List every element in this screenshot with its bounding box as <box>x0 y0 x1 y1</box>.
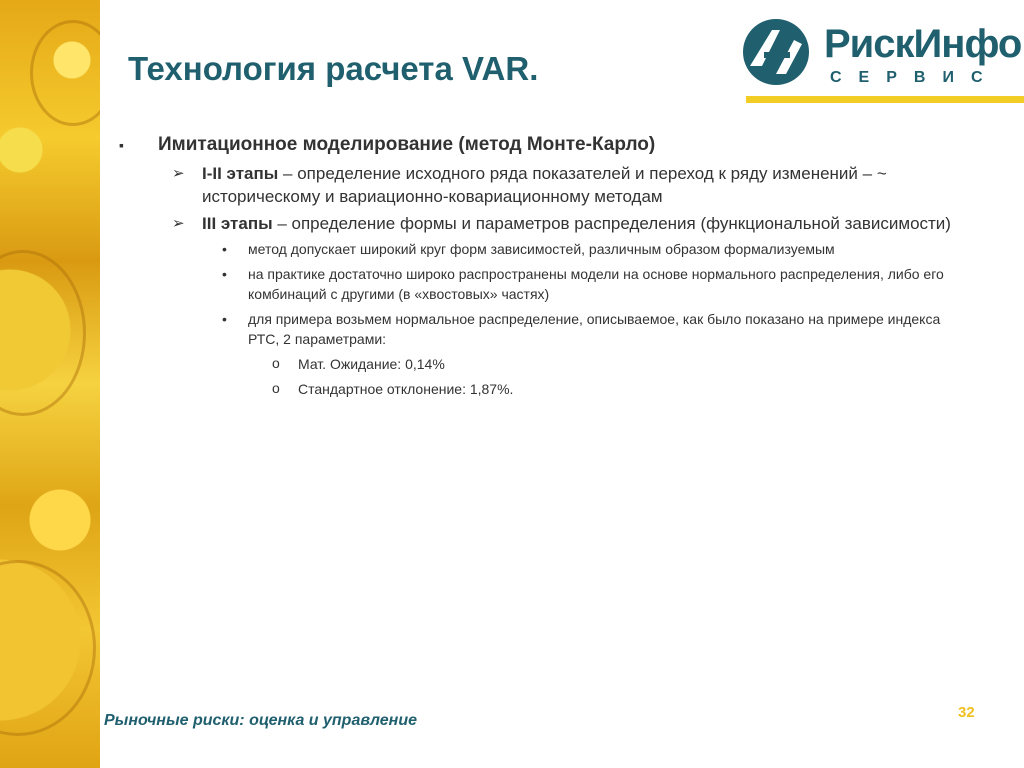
slide-body <box>110 132 970 404</box>
circle-bullet-icon: o <box>272 380 280 396</box>
page-number: 32 <box>958 704 975 721</box>
main-bullet-text: Имитационное моделирование (метод Монте-Карло) <box>158 134 656 155</box>
detail-text: на практике достаточно широко распространены модели на основе нормального распределения, либо его комбинаций с другими (в «хвостовых» частях) <box>248 266 944 302</box>
detail-item <box>110 309 970 349</box>
decorative-coin-strip <box>0 0 100 768</box>
stage-item <box>110 212 970 235</box>
circle-bullet-icon: o <box>272 355 280 371</box>
stage-label: III этапы <box>202 214 273 233</box>
company-logo <box>742 18 1024 108</box>
parameter-text: Мат. Ожидание: 0,14% <box>298 356 445 372</box>
logo-name: РискИнфо <box>824 22 1022 66</box>
logo-underline-bar <box>746 96 1024 103</box>
parameter-item <box>110 379 970 399</box>
stage-item <box>110 162 970 208</box>
coin-ring <box>30 20 100 126</box>
dot-bullet-icon: • <box>222 311 227 327</box>
parameter-text: Стандартное отклонение: 1,87%. <box>298 381 514 397</box>
stage-text: – определение исходного ряда показателей и переход к ряду изменений – ~ историческому и вариационно-ковариационному методам <box>202 164 887 206</box>
stage-label: I-II этапы <box>202 164 279 183</box>
detail-text: метод допускает широкий круг форм зависимостей, различным образом формализуемым <box>248 241 835 257</box>
main-bullet <box>110 132 970 158</box>
square-bullet-icon: ▪ <box>119 137 124 153</box>
detail-text: для примера возьмем нормальное распределение, описываемое, как было показано на примере индекса РТС, 2 параметрами: <box>248 311 941 347</box>
arrow-bullet-icon: ➢ <box>172 165 185 182</box>
dot-bullet-icon: • <box>222 241 227 257</box>
detail-item <box>110 239 970 259</box>
coin-ring <box>0 250 86 416</box>
slide-footer: Рыночные риски: оценка и управление <box>104 712 417 729</box>
logo-subtitle: СЕРВИС <box>830 69 1000 86</box>
detail-item <box>110 264 970 304</box>
stage-text: – определение формы и параметров распределения (функциональной зависимости) <box>272 214 951 233</box>
logo-emblem-icon <box>742 18 810 86</box>
dot-bullet-icon: • <box>222 266 227 282</box>
arrow-bullet-icon: ➢ <box>172 215 185 232</box>
parameter-item <box>110 354 970 374</box>
coin-ring <box>0 560 96 736</box>
slide-title: Технология расчета VAR. <box>128 50 539 87</box>
